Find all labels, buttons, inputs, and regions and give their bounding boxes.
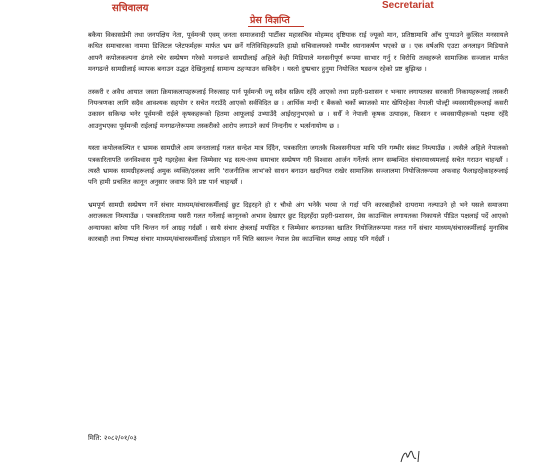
paragraph-3: यस्ता कपोलकल्पित र भ्रामक सामग्रीले आम जनतालाई गलत सन्देश मात्र दिँदैन, पत्रकारिता जगतकै विश्वसनीयता माथि पनि गम्भीर संकट निम्त्याउँछ । त्यसैले अहिले नेपालको पत्रकारितापति जनविश्वास गुम्दै गइरहेका बेला जिम्मेवार भद्र सत्य-तथ्य समाचार सम्प्रेषण गरी विश्वास आर्जन गर्नेतर्फ लाग्न सम्बन्धित संचारमाध्यमलाई सचेत गराउन चाहन्छौं । त्यस्तै भ्रामक सामग्रीहरूलाई अमुक व्यक्ति/दलका लागि 'राजनीतिक लाभ'को साधन बनाउन खदनियत राखेर सामाजिक सञ्जालमा नियोजितरूपमा अफवाह फैलाइरहेकाहरूलाई पनि हामी प्रचलित कानून अनुसार जवाफ दिने प्रष्ट पार्न चाहन्छौं । (88, 144, 508, 187)
title-underline (248, 26, 304, 27)
paragraph-1: बकैया विकासप्रेमी तथा जनपक्षिय नेता, पूर्वमन्त्री एवम् जनता समाजवादी पार्टीका महासचिव मोहम्मद दृष्टियाक राई ज्यूको मान, प्रतिष्ठामाथि आँच पुऱ्याउने कुत्सित मनसायले कथित समाचारका नाममा डिजिटल प्लेटफर्महरू मार्फत भ्रम छर्ने गतिविधिहरूप्रति हाम्रो सचिवालयको गम्भीर ध्यानाकर्षण भएको छ । एक वर्षअघि एउटा अनलाइन मिडियाले आफ्नै कपोलकल्पना ढंगले रचेर सम्प्रेषण गरेको मनगढन्ते सामग्रीलाई अहिले केही मिडियाले मनसनीपूर्ण रूपमा साभार गर्नु र विरोधि तत्वहरूले सामाजिक सञ्जाल मार्फत मनगढन्ते सामग्रीलाई व्यापक बनाउन उद्धत देखिनुलाई सामान्य ठहऱ्याउन सकिदैन । यस्तो दुष्प्रचार हुनुमा नियोजित षड्यन्त्र रहेको प्रष्ट बुझिन्छ । (88, 31, 508, 74)
date-line: मिति: २०८२/०१/०३ (88, 434, 137, 442)
secretariat-label-nepali: सचिवालय (112, 3, 149, 14)
paragraph-4: भ्रमपूर्ण सामग्री सम्प्रेषण गर्ने संचार माध्यम/संचारकर्मीलाई छुट दिइरहने हो र चौथो अंग भनेकै भरमा जे गर्दा पनि कारबाहीको दायरामा नल्याउने हो भने यसले समाजमा अराजकता निम्त्याउँछ । पत्रकारितामा यसरी गलत गर्नेलाई कानूनको अभाव देखाएर छुट दिइरहँदा प्रहरी-प्रशासन, प्रेस काउन्सिल लगायतका निकायले पीडित पक्षलाई पर्दे आएको अन्यायका बारेमा पनि चिन्तन गर्न आग्रह गर्दछौं । साथै संचार क्षेत्रलाई मर्यादित र जिम्मेवार बनाउनका खातिर नियोजितरूपमा गलत गर्ने संचार माध्यम/संचारकर्मीलाई मुनासिब कारबाही तथा निष्पक्ष संचार माध्यम/संचारकर्मीलाई प्रोत्साहन गर्ने चिति बसाल्न नेपाल प्रेस काउन्सिल समक्ष आग्रह पनि गर्दछौं । (88, 200, 508, 244)
press-release-title: प्रेस विज्ञप्ति (250, 15, 290, 26)
press-release-body (88, 30, 508, 257)
letterhead (0, 0, 548, 30)
signature-mark (398, 442, 422, 464)
secretariat-label-english: Secretariat (382, 0, 434, 11)
paragraph-2: तस्करी र अवैध आयात जस्ता क्रियाकलापहरूलाई निरुत्साह पार्न पूर्वमन्त्री ज्यू सदैव सक्रिय रहँदै आएको तथा प्रहरी-प्रशासन र भन्सार लगायतका सरकारी निकायहरूलाई तस्करी नियन्त्रणका लागि सदैव आवश्यक सहयोग र सचेत गराउँदै आएको सर्वविदित छ । आर्थिक मन्दी र बैंकको चर्को ब्याजको मार खेपिरहेका नेपाली पोल्ट्री व्यवसायीहरूलाई कसरी उकास्न सकिन्छ भनेर पूर्वमन्त्री राईले कृषकहरूको हितमा आफूलाई उभ्याउँदै आईरहनुभएको छ । सधैँ ने नेपाली कृषक उत्पादक, किसान र व्यवसायीहरूको पक्षमा रहँदै आउनुभएका पूर्वमन्त्री राईलाई मनगढन्तेरूपमा तस्करीको आरोप लगाउने कार्य निन्दनीय र भर्त्सनायोग्य छ । (88, 87, 508, 130)
